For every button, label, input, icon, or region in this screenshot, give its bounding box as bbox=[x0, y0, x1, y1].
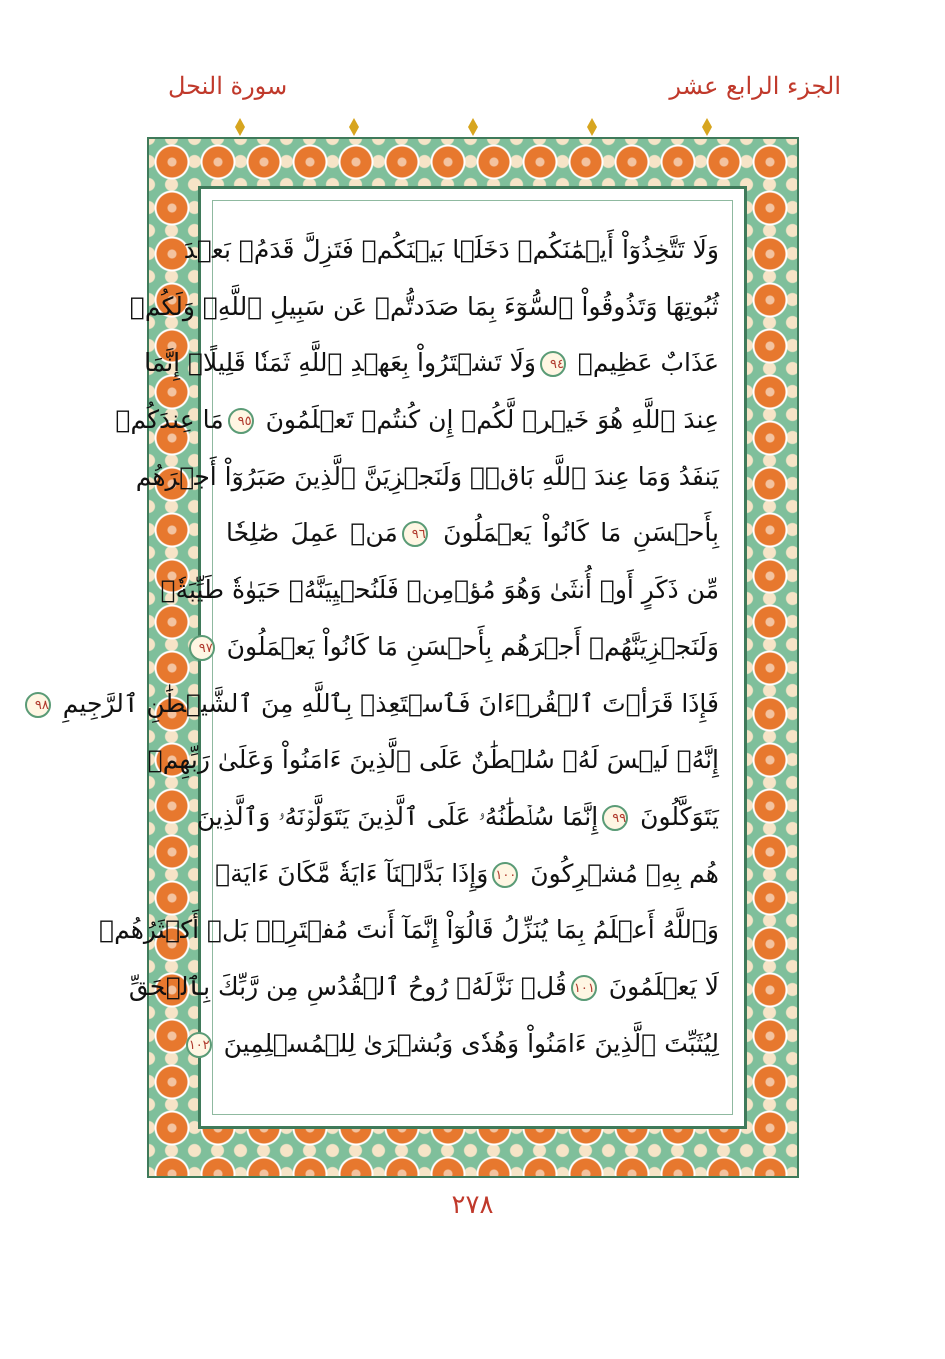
ayah-number-marker: ١٠١ bbox=[571, 975, 597, 1001]
verse-text: لِيُثَبِّتَ ٱلَّذِينَ ءَامَنُواْ وَهُدٗى وَبُشۡرَىٰ لِلۡمُسۡلِمِينَ bbox=[223, 1028, 719, 1058]
verse-text: عَذَابٌ عَظِيمٞ bbox=[577, 348, 719, 378]
verse-text: عِندَ ٱللَّهِ هُوَ خَيۡرٞ لَّكُمۡ إِن كُنتُمۡ تَعۡلَمُونَ bbox=[265, 405, 719, 435]
verse-line bbox=[188, 1016, 719, 1073]
verse-line bbox=[198, 619, 719, 676]
verse-line bbox=[135, 449, 719, 506]
verse-text: يَتَوَكَّلُونَ bbox=[640, 801, 719, 831]
verse-text: وَلَا تَشۡتَرُواْ بِعَهۡدِ ٱللَّهِ ثَمَنٗا قَلِيلًاۚ إِنَّمَا bbox=[144, 348, 536, 378]
verse-line bbox=[128, 959, 719, 1016]
verse-text: إِنَّهُۥ لَيۡسَ لَهُۥ سُلۡطَٰنٌ عَلَى ٱلَّذِينَ ءَامَنُواْ وَعَلَىٰ رَبِّهِمۡ bbox=[147, 745, 719, 775]
verse-text: إِنَّمَا سُلۡطَٰنُهُۥ عَلَى ٱلَّذِينَ يَتَوَلَّوۡنَهُۥ وَٱلَّذِينَ bbox=[196, 801, 599, 831]
verse-line bbox=[215, 846, 719, 903]
surah-title: سورة النحل bbox=[168, 72, 288, 100]
ayah-number-marker: ٩٨ bbox=[25, 692, 51, 718]
top-border-ornament bbox=[587, 118, 597, 136]
verse-text: مَا عِندَكُمۡ bbox=[115, 405, 224, 435]
juz-title: الجزء الرابع عشر bbox=[669, 72, 841, 100]
verse-line bbox=[144, 335, 719, 392]
ayah-number-marker: ٩٧ bbox=[189, 635, 215, 661]
verse-text: ثُبُوتِهَا وَتَذُوقُواْ ٱلسُّوٓءَ بِمَا صَدَدتُّمۡ عَن سَبِيلِ ٱللَّهِۖ وَلَكُمۡ bbox=[129, 291, 719, 321]
verse-line bbox=[196, 789, 719, 846]
ayah-number-marker: ١٠٠ bbox=[492, 862, 518, 888]
verse-line bbox=[115, 392, 719, 449]
page-number: ٢٧٨ bbox=[451, 1190, 494, 1220]
top-border-ornament bbox=[468, 118, 478, 136]
verse-line bbox=[160, 562, 719, 619]
verse-text: وَٱللَّهُ أَعۡلَمُ بِمَا يُنَزِّلُ قَالُوٓاْ إِنَّمَآ أَنتَ مُفۡتَرِۢۚ بَلۡ أَكۡثَرُهُمۡ bbox=[99, 915, 719, 945]
verse-text: قُلۡ نَزَّلَهُۥ رُوحُ ٱلۡقُدُسِ مِن رَّبِّكَ بِٱلۡحَقِّ bbox=[128, 971, 567, 1001]
ayah-number-marker: ٩٩ bbox=[602, 805, 628, 831]
verse-line bbox=[34, 676, 719, 733]
ayah-number-marker: ٩٤ bbox=[540, 351, 566, 377]
verse-lines bbox=[34, 222, 720, 1072]
top-border-ornament bbox=[702, 118, 712, 136]
verse-line bbox=[183, 222, 719, 279]
verse-text: مِّن ذَكَرٍ أَوۡ أُنثَىٰ وَهُوَ مُؤۡمِنٞ فَلَنُحۡيِيَنَّهُۥ حَيَوٰةٗ طَيِّبَةٗۖ bbox=[160, 575, 719, 605]
verse-text: وَإِذَا بَدَّلۡنَآ ءَايَةٗ مَّكَانَ ءَايَةٖ bbox=[215, 858, 489, 888]
verse-line bbox=[226, 505, 719, 562]
verse-text: لَا يَعۡلَمُونَ bbox=[608, 971, 719, 1001]
verse-text: هُم بِهِۦ مُشۡرِكُونَ bbox=[530, 858, 719, 888]
verse-text: فَإِذَا قَرَأۡتَ ٱلۡقُرۡءَانَ فَٱسۡتَعِذۡ بِٱللَّهِ مِنَ ٱلشَّيۡطَٰنِ ٱلرَّجِيمِ bbox=[62, 688, 719, 718]
verse-line bbox=[99, 902, 719, 959]
top-border-ornament bbox=[349, 118, 359, 136]
verse-text: وَلَنَجۡزِيَنَّهُمۡ أَجۡرَهُم بِأَحۡسَنِ مَا كَانُواْ يَعۡمَلُونَ bbox=[226, 631, 719, 661]
verse-text: وَلَا تَتَّخِذُوٓاْ أَيۡمَٰنَكُمۡ دَخَلَۢا بَيۡنَكُمۡ فَتَزِلَّ قَدَمُۢ بَعۡدَ bbox=[183, 235, 719, 264]
verse-text: مَنۡ عَمِلَ صَٰلِحٗا bbox=[226, 518, 398, 548]
ayah-number-marker: ٩٦ bbox=[402, 521, 428, 547]
verse-text: يَنفَدُ وَمَا عِندَ ٱللَّهِ بَاقٖۗ وَلَنَجۡزِيَنَّ ٱلَّذِينَ صَبَرُوٓاْ أَجۡرَهُم bbox=[135, 461, 719, 491]
ayah-number-marker: ٩٥ bbox=[228, 408, 254, 434]
verse-line bbox=[129, 279, 719, 336]
verse-text: بِأَحۡسَنِ مَا كَانُواْ يَعۡمَلُونَ bbox=[443, 518, 720, 548]
ayah-number-marker: ١٠٢ bbox=[186, 1032, 212, 1058]
top-border-ornament bbox=[235, 118, 245, 136]
verse-line bbox=[147, 732, 719, 789]
